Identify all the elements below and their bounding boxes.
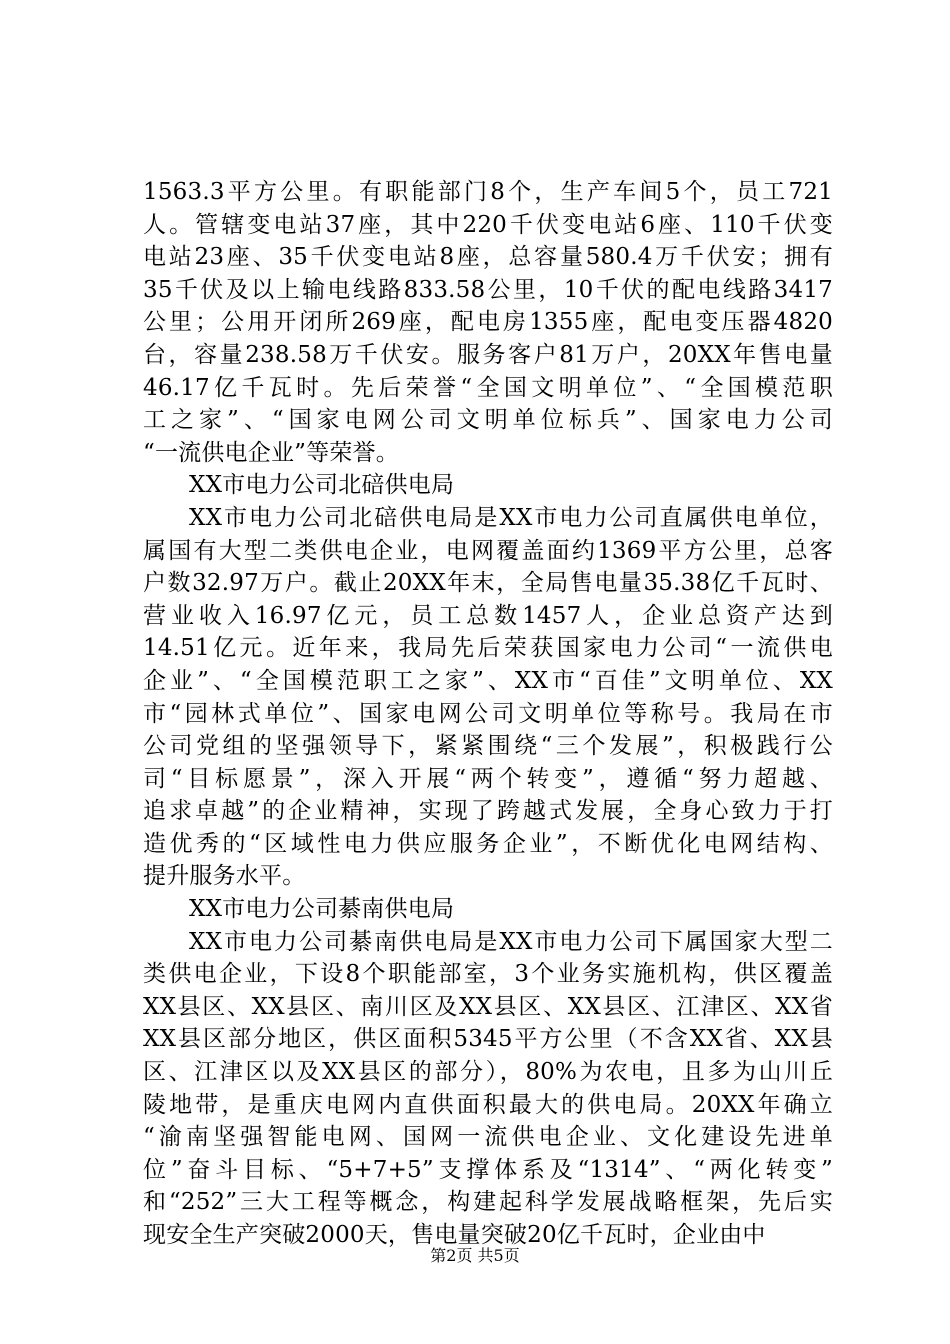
- paragraph-line: 市“园林式单位”、国家电网公司文明单位等称号。我局在市: [143, 700, 833, 727]
- paragraph-line: 14.51亿元。近年来，我局先后荣获国家电力公司“一流供电: [143, 635, 833, 662]
- paragraph-line: 类供电企业，下设8个职能部室，3个业务实施机构，供区覆盖: [143, 961, 833, 988]
- paragraph-line: 电站23座、35千伏变电站8座，总容量580.4万千伏安；拥有: [143, 244, 833, 271]
- paragraph-line: 人。管辖变电站37座，其中220千伏变电站6座、110千伏变: [143, 211, 833, 238]
- paragraph-line: XX县区、XX县区、南川区及XX县区、XX县区、江津区、XX省: [143, 993, 833, 1020]
- paragraph-line: 现安全生产突破2000天，售电量突破20亿千瓦时，企业由中: [143, 1222, 766, 1248]
- page-footer: 第2页 共5页: [430, 1246, 520, 1265]
- paragraph-line: XX市电力公司北碚供电局是XX市电力公司直属供电单位，: [189, 504, 833, 531]
- paragraph-line: 和“252”三大工程等概念，构建起科学发展战略框架，先后实: [143, 1189, 833, 1216]
- paragraph-line: 工之家”、“国家电网公司文明单位标兵”、国家电力公司: [143, 407, 833, 434]
- paragraph-line: XX县区部分地区，供区面积5345平方公里（不含XX省、XX县: [143, 1026, 833, 1053]
- paragraph-line: 位”奋斗目标、“5+7+5”支撑体系及“1314”、“两化转变”: [143, 1156, 833, 1183]
- paragraph-line: 企业”、“全国模范职工之家”、XX市“百佳”文明单位、XX: [143, 667, 833, 694]
- paragraph-line: 提升服务水平。: [143, 863, 306, 890]
- paragraph-line: “渝南坚强智能电网、国网一流供电企业、文化建设先进单: [143, 1124, 833, 1151]
- paragraph-line: 公里；公用开闭所269座，配电房1355座，配电变压器4820: [143, 309, 833, 336]
- paragraph-line: 台，容量238.58万千伏安。服务客户81万户，20XX年售电量: [143, 341, 833, 368]
- paragraph-line: 公司党组的坚强领导下，紧紧围绕“三个发展”，积极践行公: [143, 733, 833, 760]
- section-heading: XX市电力公司北碚供电局: [189, 472, 455, 499]
- section-heading: XX市电力公司綦南供电局: [189, 896, 455, 923]
- paragraph-line: 司“目标愿景”，深入开展“两个转变”，遵循“努力超越、: [143, 765, 833, 792]
- paragraph-line: 1563.3平方公里。有职能部门8个，生产车间5个，员工721: [143, 179, 833, 205]
- paragraph-line: 户数32.97万户。截止20XX年末，全局售电量35.38亿千瓦时、: [143, 570, 833, 597]
- document-body: [143, 176, 833, 1252]
- paragraph-line: XX市电力公司綦南供电局是XX市电力公司下属国家大型二: [189, 928, 833, 955]
- paragraph-line: 46.17亿千瓦时。先后荣誉“全国文明单位”、“全国模范职: [143, 374, 833, 401]
- paragraph-line: 造优秀的“区域性电力供应服务企业”，不断优化电网结构、: [143, 830, 833, 857]
- paragraph-line: “一流供电企业”等荣誉。: [143, 439, 399, 466]
- paragraph-line: 区、江津区以及XX县区的部分），80%为农电，且多为山川丘: [143, 1059, 833, 1086]
- paragraph-line: 营业收入16.97亿元，员工总数1457人，企业总资产达到: [143, 602, 833, 629]
- paragraph-line: 陵地带，是重庆电网内直供面积最大的供电局。20XX年确立: [143, 1091, 833, 1118]
- paragraph-line: 追求卓越”的企业精神，实现了跨越式发展，全身心致力于打: [143, 798, 833, 825]
- paragraph-line: 35千伏及以上输电线路833.58公里，10千伏的配电线路3417: [143, 276, 833, 303]
- paragraph-line: 属国有大型二类供电企业，电网覆盖面约1369平方公里，总客: [143, 537, 833, 564]
